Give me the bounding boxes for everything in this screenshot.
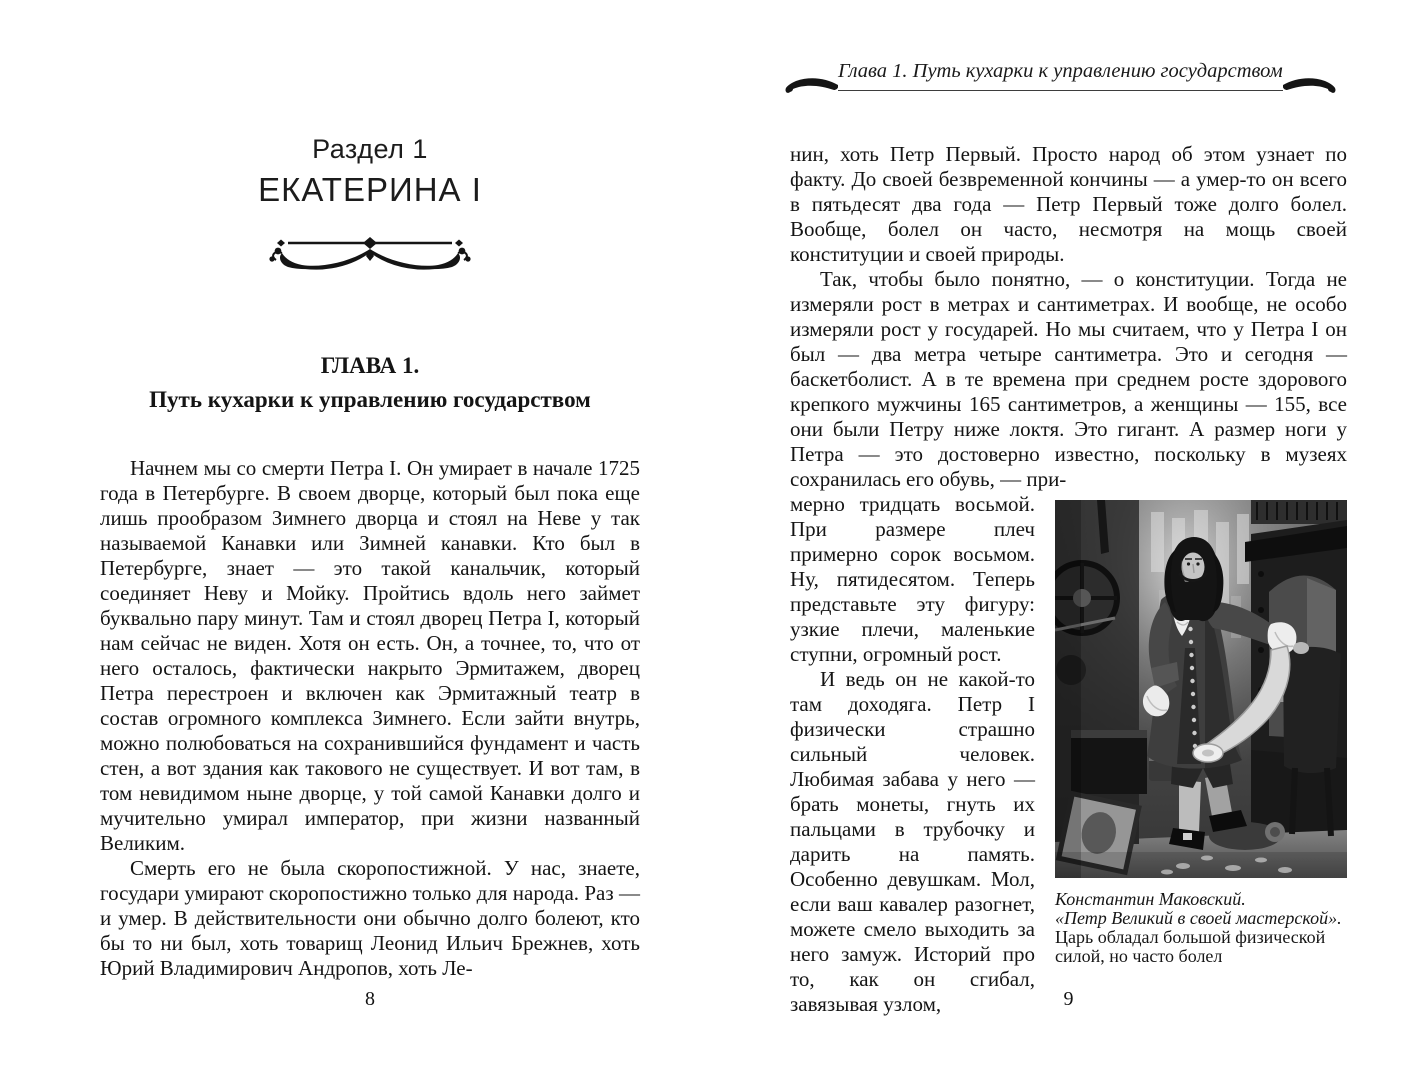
chapter-subtitle: Путь кухарки к управлению государством [149,387,591,412]
header-flourish-right-icon [1283,76,1339,96]
paragraph: мерно тридцать восьмой. При размере плеч примерно сорок восьмом. Ну, пятидесятом. Теперь представьте эту фигуру: узкие плечи, маленькие ступни, огромный рост. [790,492,1035,666]
paragraph: Смерть его не была скоропостижной. У нас, знаете, государи умирают скоропостижно только для народа. Раз — и умер. В действительности они обычно долго болеют, кто бы то ни был, хоть товарищ Леонид Ильич Брежнев, хоть Юрий Владимирович Андропов, хоть Ле- [100,856,640,980]
paragraph: Начнем мы со смерти Петра I. Он умирает в начале 1725 года в Петербурге. В своем дворце, который был пока еще лишь прообразом Зимнего дворца и стоял на Неве у так называемой Канавки или Зимней канавки. Кто был в Петербурге, знает — это такой канальчик, который соединяет Неву и Мойку. Пройтись вдоль него займет буквально пару минут. Там и стоял дворец Петра I, который нам сейчас не виден. Хотя он есть. Он, а точнее, то, что от него осталось, фактически накрыто Эрмитажем, дворец Петра перестроен и включен как Эрмитажный театр в состав огромного комплекса Зимнего. Если зайти внутрь, можно полюбоваться на сохранившийся фундамент и часть стен, а вот здания как такового не существует. И вот там, в том невидимом ныне дворце, у той самой Канавки долго и мучительно умирал император, при жизни названный Великим. [100,456,640,855]
section-divider-ornament-icon [264,237,476,271]
chapter-heading: ГЛАВА 1. [320,353,420,378]
paragraph: нин, хоть Петр Первый. Просто народ об этом узнает по факту. До своей безвременной кончины — а умер-то он всего в пятьдесят два года — Петр Первый тоже долго болел. Вообще, болел он часто, несмотря на мощь своей конституции и своей природы. [790,142,1347,266]
figure-caption [1055,890,1347,966]
left-page [100,0,640,1080]
left-page-body [100,456,640,981]
page-number-left: 8 [365,988,375,1010]
header-flourish-left-icon [782,76,838,96]
paragraph: Так, чтобы было понятно, — о конституции. Тогда не измеряли рост в метрах и сантиметрах. И вообще, не особо измеряли рост у государей. Но мы считаем, что у Петра I он был — два метра четыре сантиметра. Это и сегодня — баскетболист. А в те времена при среднем росте здорового крепкого мужчины 165 сантиметров, а женщины — 155, все они были Петру ниже локтя. Это гигант. А размер ноги у Петра — это достоверно известно, поскольку в музеях сохранилась его обувь, — при- [790,267,1347,491]
figure-plate [1055,500,1347,966]
running-header-rule [838,60,1283,91]
right-page [790,0,1347,1080]
section-title: ЕКАТЕРИНА I [258,171,482,208]
peter-the-great-workshop-painting [1055,500,1347,878]
section-label: Раздел 1 [312,134,428,164]
running-header [782,60,1334,91]
caption-artwork-title: «Петр Великий в своей мастерской». [1055,908,1342,928]
caption-artist: Константин Маковский. [1055,889,1246,909]
caption-note: Царь обладал большой физической силой, но часто болел [1055,927,1326,966]
right-page-body [790,142,1347,1017]
running-header-title: Глава 1. Путь кухарки к управлению государством [838,60,1283,82]
paragraph: И ведь он не какой-то там доходяга. Петр I физически страшно сильный человек. Любимая забава у него — брать монеты, гнуть их пальцами в трубочку и дарить на память. Особенно девушкам. Мол, если ваш кавалер разогнет, можете смело выходить за него замуж. Историй про то, как он сгибал, завязывая узлом, [790,667,1035,1016]
page-number-right: 9 [1063,988,1074,1010]
